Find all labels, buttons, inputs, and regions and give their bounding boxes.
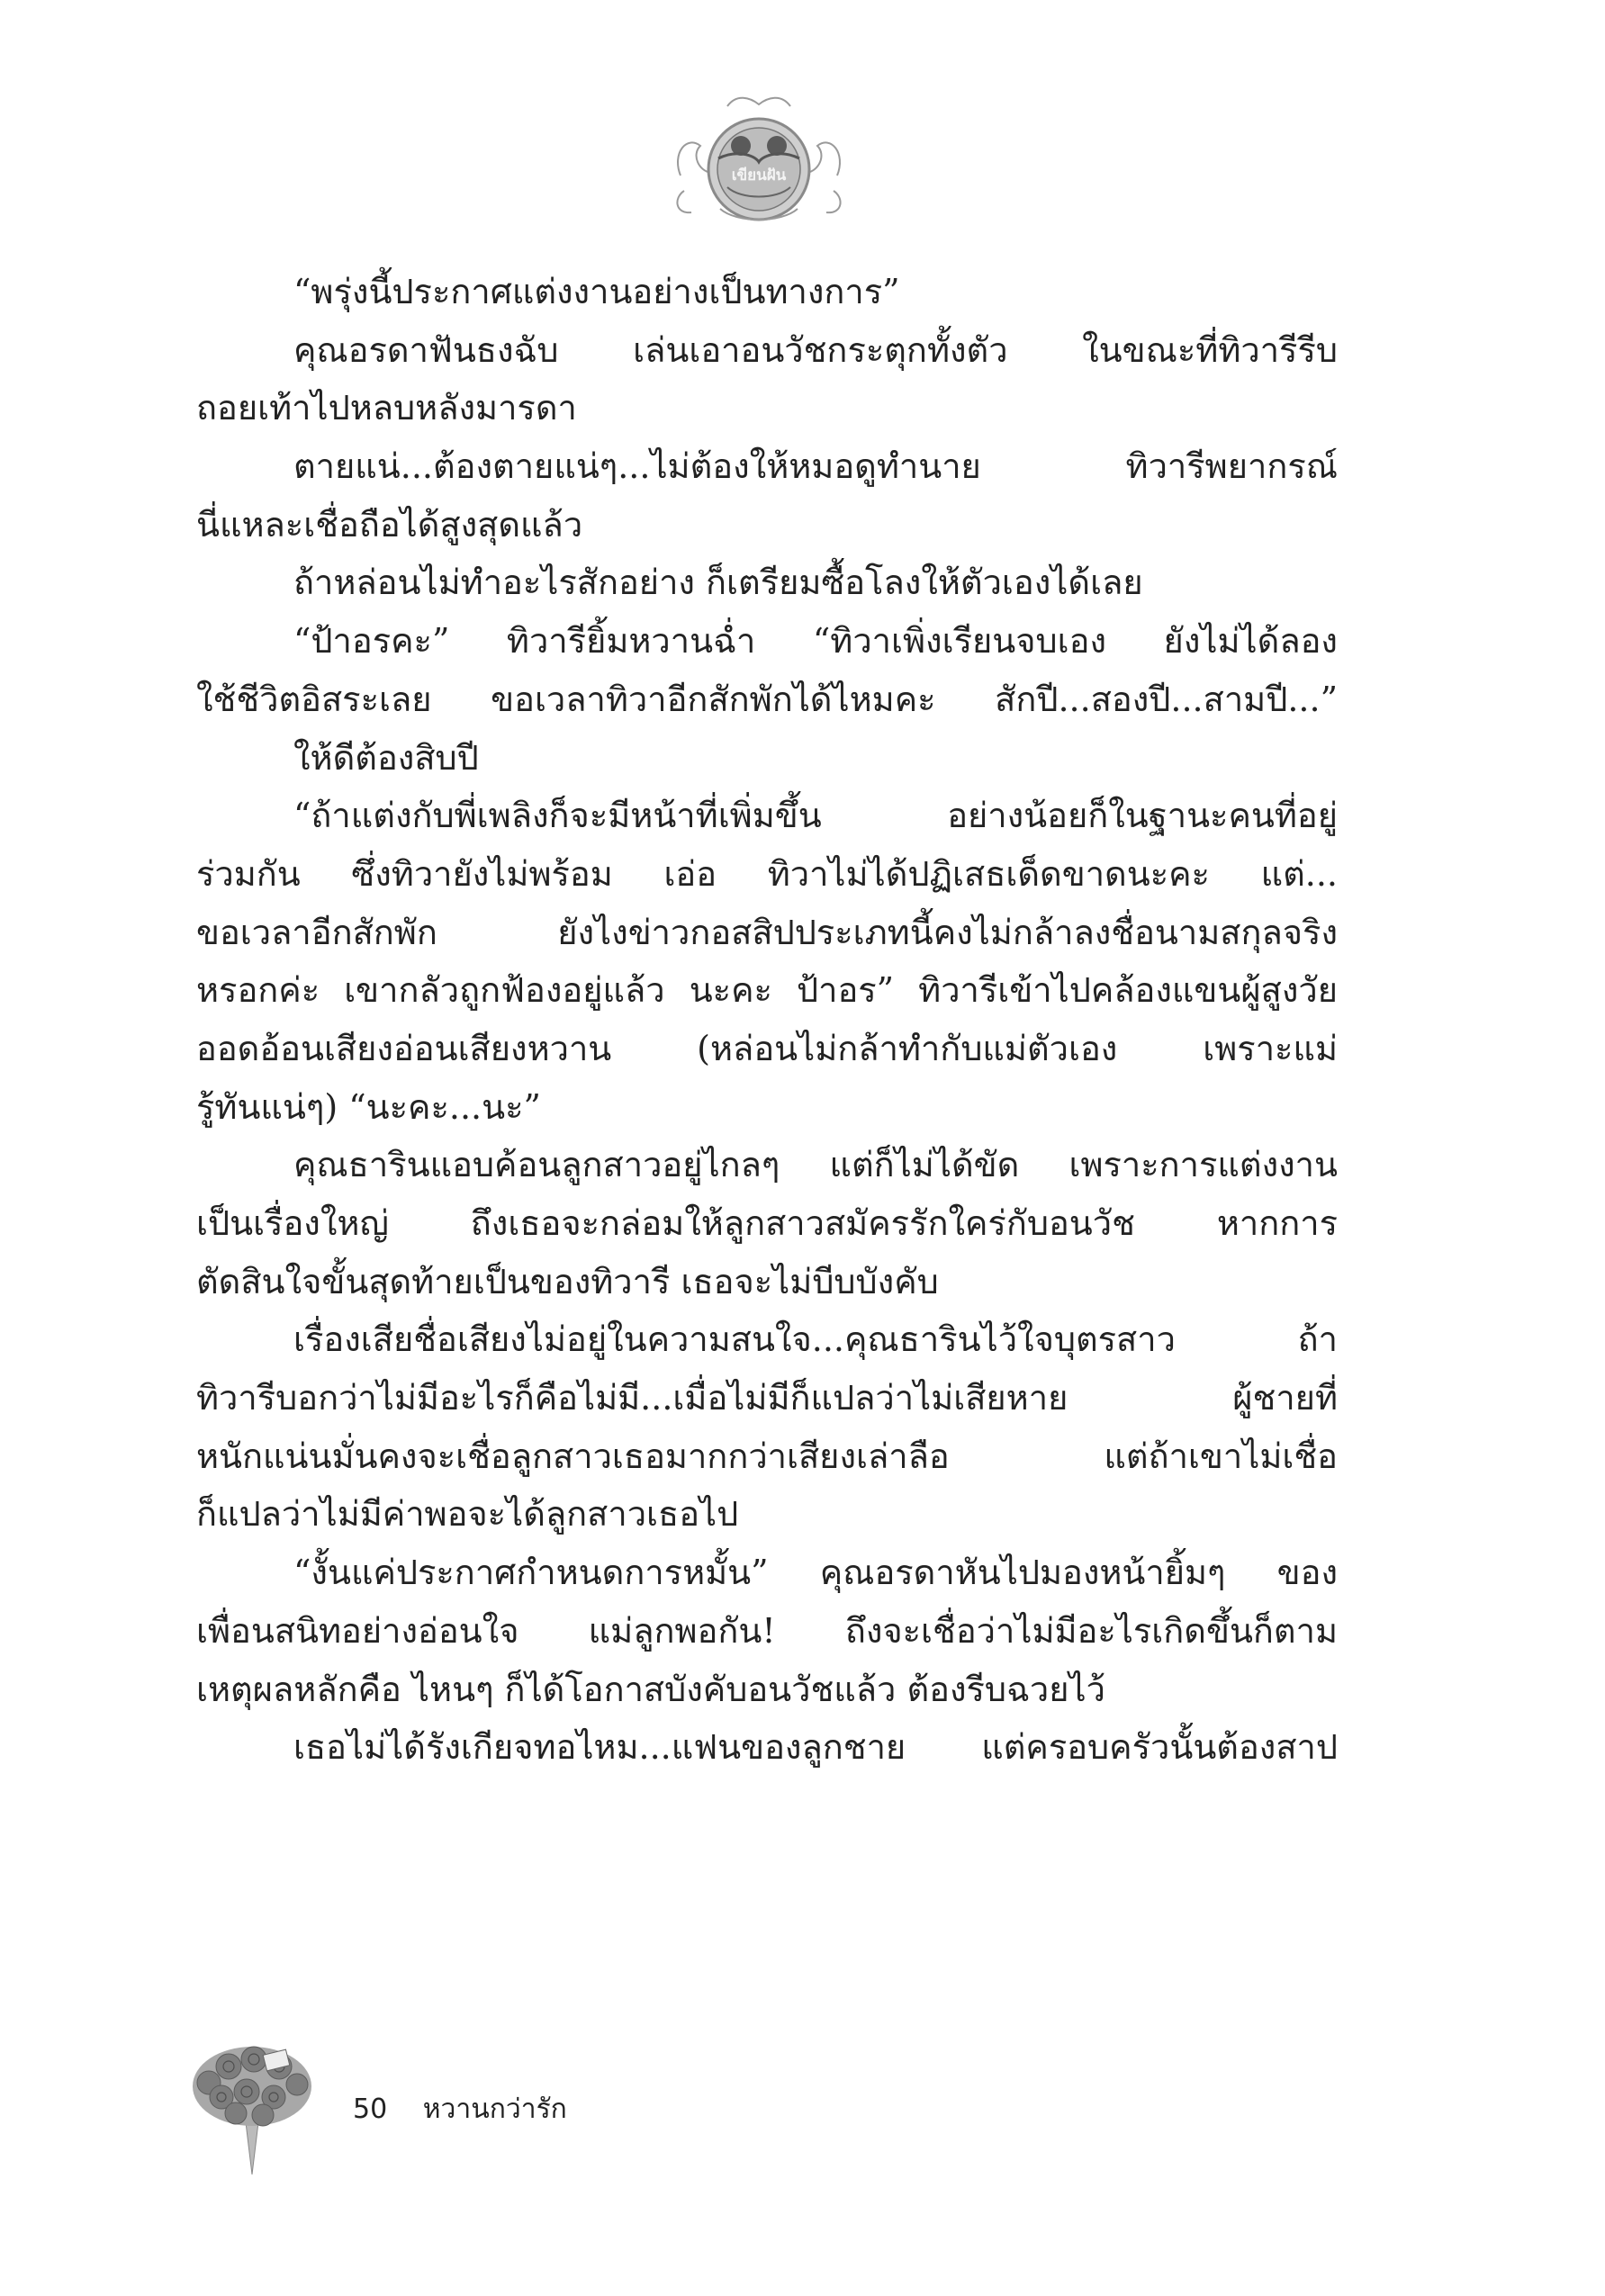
book-title: หวานกว่ารัก	[422, 2093, 567, 2125]
text-line: “พรุ่งนี้ประกาศแต่งงานอย่างเป็นทางการ”	[293, 272, 900, 311]
text-line: ออดอ้อนเสียงอ่อนเสียงหวาน (หล่อนไม่กล้าทำกับแม่ตัวเอง เพราะแม่	[196, 1028, 1338, 1068]
text-line: เป็นเรื่องใหญ่ ถึงเธอจะกล่อมให้ลูกสาวสมัครรักใคร่กับอนวัช หากการ	[196, 1203, 1338, 1243]
text-line: ใช้ชีวิตอิสระเลย ขอเวลาทิวาอีกสักพักได้ไหมคะ สักปี...สองปี...สามปี...”	[196, 679, 1338, 719]
body-text	[196, 263, 1338, 1777]
text-line: ตัดสินใจขั้นสุดท้ายเป็นของทิวารี เธอจะไม่บีบบังคับ	[196, 1261, 939, 1301]
text-line: เธอไม่ได้รังเกียจทอไหม...แฟนของลูกชาย แต่ครอบครัวนั้นต้องสาป	[293, 1727, 1338, 1768]
text-line: คุณอรดาฟันธงฉับ เล่นเอาอนวัชกระตุกทั้งตัว ในขณะที่ทิวารีรีบ	[293, 329, 1338, 370]
text-line: นี่แหละเชื่อถือได้สูงสุดแล้ว	[196, 504, 583, 545]
text-line: เพื่อนสนิทอย่างอ่อนใจ แม่ลูกพอกัน! ถึงจะเชื่อว่าไม่มีอะไรเกิดขึ้นก็ตาม	[196, 1610, 1338, 1651]
text-line: ถอยเท้าไปหลบหลังมารดา	[196, 388, 577, 428]
text-line: ถ้าหล่อนไม่ทำอะไรสักอย่าง ก็เตรียมซื้อโลงให้ตัวเองได้เลย	[293, 563, 1143, 603]
text-line: ร่วมกัน ซึ่งทิวายังไม่พร้อม เอ่อ ทิวาไม่ได้ปฏิเสธเด็ดขาดนะคะ แต่...	[196, 853, 1338, 894]
text-line: คุณธารินแอบค้อนลูกสาวอยู่ไกลๆ แต่ก็ไม่ได้ขัด เพราะการแต่งงาน	[293, 1145, 1338, 1185]
text-line: หนักแน่นมั่นคงจะเชื่อลูกสาวเธอมากกว่าเสียงเล่าลือ แต่ถ้าเขาไม่เชื่อ	[196, 1436, 1338, 1476]
text-line: “ถ้าแต่งกับพี่เพลิงก็จะมีหน้าที่เพิ่มขึ้น อย่างน้อยก็ในฐานะคนที่อยู่	[293, 796, 1338, 836]
page-footer	[353, 2088, 567, 2130]
page-number: 50	[353, 2093, 388, 2125]
text-line: ตายแน่...ต้องตายแน่ๆ...ไม่ต้องให้หมอดูทำนาย ทิวารีพยากรณ์	[293, 446, 1338, 487]
text-line: ก็แปลว่าไม่มีค่าพอจะได้ลูกสาวเธอไป	[196, 1494, 739, 1535]
text-line: รู้ทันแน่ๆ) “นะคะ...นะ”	[196, 1086, 541, 1127]
text-line: “ป้าอรคะ” ทิวารียิ้มหวานฉ่ำ “ทิวาเพิ่งเรียนจบเอง ยังไม่ได้ลอง	[293, 621, 1338, 662]
text-line: เหตุผลหลักคือ ไหนๆ ก็ได้โอกาสบังคับอนวัชแล้ว ต้องรีบฉวยไว้	[196, 1669, 1105, 1709]
emblem-text: เขียนฝัน	[731, 167, 787, 185]
text-line: “งั้นแค่ประกาศกำหนดการหมั้น” คุณอรดาหันไปมองหน้ายิ้มๆ ของ	[293, 1553, 1338, 1593]
text-line: ให้ดีต้องสิบปี	[293, 737, 479, 778]
text-line: เรื่องเสียชื่อเสียงไม่อยู่ในความสนใจ...คุณธารินไว้ใจบุตรสาว ถ้า	[293, 1319, 1338, 1360]
rose-bouquet-icon	[189, 2041, 315, 2176]
emblem-ornament	[664, 90, 853, 225]
text-line: หรอกค่ะ เขากลัวถูกฟ้องอยู่แล้ว นะคะ ป้าอร” ทิวารีเข้าไปคล้องแขนผู้สูงวัย	[196, 970, 1338, 1011]
text-line: ทิวารีบอกว่าไม่มีอะไรก็คือไม่มี...เมื่อไม่มีก็แปลว่าไม่เสียหาย ผู้ชายที่	[196, 1378, 1338, 1418]
text-line: ขอเวลาอีกสักพัก ยังไงข่าวกอสสิปประเภทนี้คงไม่กล้าลงชื่อนามสกุลจริง	[196, 912, 1338, 952]
